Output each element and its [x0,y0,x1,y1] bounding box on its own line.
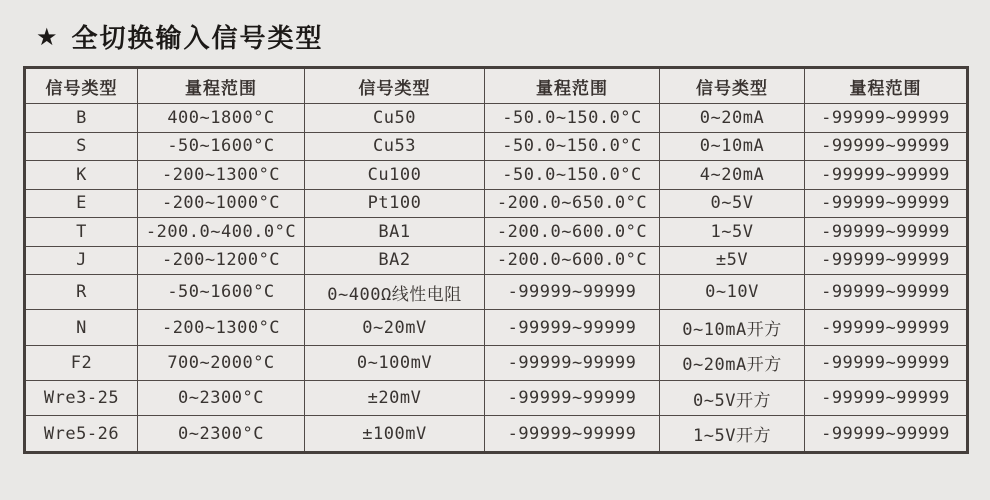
range-cell: -99999~99999 [485,275,660,310]
table-row [25,275,968,310]
signal-type-table [23,66,969,454]
range-cell: -99999~99999 [805,161,968,190]
signal-type-cell: Cu53 [305,132,485,161]
range-cell: -99999~99999 [805,310,968,345]
range-cell: -99999~99999 [805,275,968,310]
signal-type-cell: ±5V [660,246,805,275]
signal-type-cell: Wre5-26 [25,416,138,453]
range-cell: -200.0~600.0°C [485,218,660,247]
signal-type-cell: 0~20mA开方 [660,345,805,380]
signal-type-cell: 0~5V [660,189,805,218]
signal-type-cell: E [25,189,138,218]
table-row [25,345,968,380]
header-signal-type-1: 信号类型 [25,68,138,104]
table-header-row [25,68,968,104]
signal-type-cell: BA1 [305,218,485,247]
range-cell: -99999~99999 [805,416,968,453]
range-cell: -200.0~400.0°C [138,218,305,247]
signal-type-cell: 0~10mA开方 [660,310,805,345]
range-cell: -50~1600°C [138,275,305,310]
signal-type-cell: F2 [25,345,138,380]
star-icon: ★ [36,22,58,51]
signal-type-cell: Cu100 [305,161,485,190]
table-row [25,104,968,133]
range-cell: -200.0~600.0°C [485,246,660,275]
table-row [25,380,968,415]
header-signal-type-3: 信号类型 [660,68,805,104]
header-range-3: 量程范围 [805,68,968,104]
signal-type-cell: T [25,218,138,247]
signal-type-cell: R [25,275,138,310]
signal-type-cell: N [25,310,138,345]
signal-type-cell: 0~20mV [305,310,485,345]
signal-type-cell: 0~10mA [660,132,805,161]
header-range-1: 量程范围 [138,68,305,104]
signal-type-cell: K [25,161,138,190]
signal-type-cell: B [25,104,138,133]
range-cell: -99999~99999 [485,345,660,380]
table-row [25,161,968,190]
page-title [36,18,324,55]
range-cell: -200~1300°C [138,161,305,190]
range-cell: -200~1200°C [138,246,305,275]
signal-type-cell: BA2 [305,246,485,275]
range-cell: -50.0~150.0°C [485,132,660,161]
range-cell: 0~2300°C [138,380,305,415]
range-cell: -99999~99999 [805,246,968,275]
signal-type-cell: J [25,246,138,275]
range-cell: -50~1600°C [138,132,305,161]
header-range-2: 量程范围 [485,68,660,104]
range-cell: -99999~99999 [805,380,968,415]
range-cell: 700~2000°C [138,345,305,380]
range-cell: -99999~99999 [485,416,660,453]
signal-type-cell: Cu50 [305,104,485,133]
signal-type-cell: 4~20mA [660,161,805,190]
table-row [25,310,968,345]
signal-type-cell: 0~5V开方 [660,380,805,415]
range-cell: -99999~99999 [805,132,968,161]
range-cell: 0~2300°C [138,416,305,453]
signal-type-cell: ±20mV [305,380,485,415]
table-row [25,416,968,453]
range-cell: -99999~99999 [805,218,968,247]
signal-type-cell: 0~20mA [660,104,805,133]
signal-type-cell: ±100mV [305,416,485,453]
signal-type-cell: Wre3-25 [25,380,138,415]
signal-type-cell: 1~5V开方 [660,416,805,453]
signal-type-cell: 0~100mV [305,345,485,380]
table-row [25,132,968,161]
header-signal-type-2: 信号类型 [305,68,485,104]
range-cell: -99999~99999 [485,380,660,415]
range-cell: -99999~99999 [805,345,968,380]
table-row [25,246,968,275]
range-cell: -99999~99999 [805,189,968,218]
range-cell: -200~1300°C [138,310,305,345]
range-cell: -99999~99999 [485,310,660,345]
range-cell: -50.0~150.0°C [485,104,660,133]
signal-type-cell: 1~5V [660,218,805,247]
range-cell: -50.0~150.0°C [485,161,660,190]
signal-table-body [25,104,968,453]
table-row [25,218,968,247]
signal-type-cell: 0~400Ω线性电阻 [305,275,485,310]
signal-type-cell: S [25,132,138,161]
page-title-text: 全切换输入信号类型 [71,24,324,54]
signal-type-cell: 0~10V [660,275,805,310]
range-cell: -99999~99999 [805,104,968,133]
range-cell: -200~1000°C [138,189,305,218]
range-cell: -200.0~650.0°C [485,189,660,218]
signal-type-cell: Pt100 [305,189,485,218]
table-row [25,189,968,218]
range-cell: 400~1800°C [138,104,305,133]
